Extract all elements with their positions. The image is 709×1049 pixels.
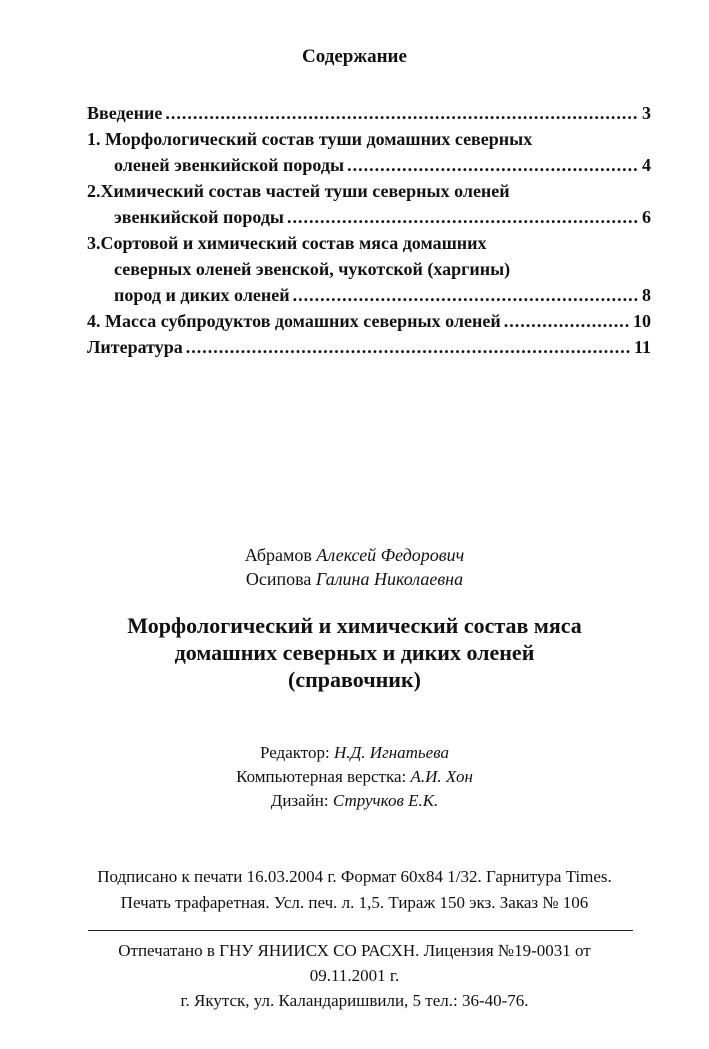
toc-page-number: 11: [633, 337, 651, 357]
credit-line-layout: [0, 765, 709, 789]
authors-block: [0, 543, 709, 591]
toc-entry-title: 4. Масса субпродуктов домашних северных оленей: [87, 311, 501, 331]
toc-leader-dots: [186, 334, 631, 360]
toc-leader-dots: [287, 204, 639, 230]
toc-entry-title-continued: северных оленей эвенской, чукотской (харгины): [114, 259, 511, 279]
toc-page-number: 6: [642, 207, 651, 227]
credit-line-design: [0, 789, 709, 813]
toc-entry[interactable]: [87, 308, 651, 334]
toc-entry-title-continued: эвенкийской породы: [114, 207, 284, 227]
toc-entry[interactable]: [87, 230, 651, 308]
credit-name: Н.Д. Игнатьева: [333, 743, 449, 762]
credit-name: Стручков Е.К.: [332, 791, 439, 810]
book-subtitle: (справочник): [288, 667, 421, 692]
toc-entry-title: Литература: [87, 337, 183, 357]
author-surname: Абрамов: [244, 545, 312, 565]
imprint-block: [0, 864, 709, 916]
imprint-line: Печать трафаретная. Усл. печ. л. 1,5. Тираж 150 экз. Заказ № 106: [120, 893, 589, 912]
toc-leader-dots: [165, 100, 639, 126]
toc-leader-dots: [293, 282, 639, 308]
toc-page-number: 3: [642, 103, 651, 123]
toc-entry-title-continued: пород и диких оленей: [114, 285, 290, 305]
author-given-name: Алексей Федорович: [316, 545, 465, 565]
credit-role: Компьютерная верстка:: [236, 767, 407, 786]
author-line: [0, 567, 709, 591]
book-title-line: домашних северных и диких оленей: [174, 640, 535, 665]
printer-block: [0, 938, 709, 1013]
toc-leader-dots: [504, 308, 630, 334]
credit-role: Дизайн:: [270, 791, 329, 810]
author-surname: Осипова: [245, 569, 312, 589]
printer-line: Отпечатано в ГНУ ЯНИИСХ СО РАСХН. Лицензия №19-0031 от: [118, 941, 591, 960]
book-title-line: Морфологический и химический состав мяса: [127, 613, 582, 638]
toc-heading: Содержание: [302, 46, 407, 67]
author-given-name: Галина Николаевна: [315, 569, 464, 589]
imprint-line: Подписано к печати 16.03.2004 г. Формат 60x84 1/32. Гарнитура Times.: [97, 867, 612, 886]
credits-block: [0, 741, 709, 813]
credit-line-editor: [0, 741, 709, 765]
credit-role: Редактор:: [260, 743, 330, 762]
book-title: [0, 612, 709, 693]
toc-entry-title: 1. Морфологический состав туши домашних северных: [87, 129, 533, 149]
toc-entry-title-continued: оленей эвенкийской породы: [114, 155, 345, 175]
credit-name: А.И. Хон: [410, 767, 473, 786]
toc-entry[interactable]: [87, 126, 651, 178]
toc-entry[interactable]: [87, 334, 651, 360]
toc-page-number: 4: [642, 155, 651, 175]
table-of-contents: [87, 100, 651, 360]
printer-line: г. Якутск, ул. Каландаришвили, 5 тел.: 36-40-76.: [180, 991, 529, 1010]
toc-page-number: 8: [642, 285, 651, 305]
toc-entry-title: Введение: [87, 103, 163, 123]
toc-page-number: 10: [633, 311, 651, 331]
printer-line: 09.11.2001 г.: [309, 966, 400, 985]
toc-entry[interactable]: [87, 100, 651, 126]
toc-entry[interactable]: [87, 178, 651, 230]
author-line: [0, 543, 709, 567]
toc-entry-title: 2.Химический состав частей туши северных оленей: [87, 181, 510, 201]
divider-line: [88, 930, 633, 931]
toc-entry-title: 3.Сортовой и химический состав мяса домашних: [87, 233, 487, 253]
toc-leader-dots: [347, 152, 639, 178]
